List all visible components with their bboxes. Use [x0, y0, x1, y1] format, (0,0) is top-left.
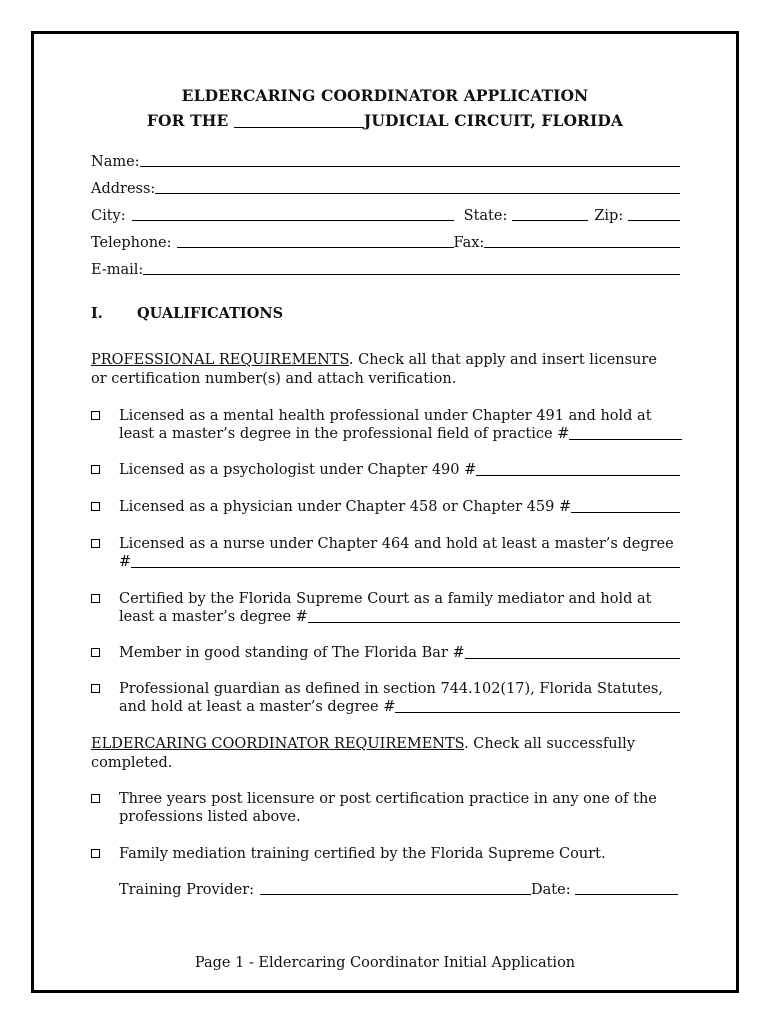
- checkbox[interactable]: [91, 794, 100, 803]
- item-line: Family mediation training certified by the Florida Supreme Court.: [119, 846, 606, 862]
- telephone-field[interactable]: [177, 246, 454, 248]
- fax-field[interactable]: [484, 246, 680, 248]
- professional-intro-line2: or certification number(s) and attach verification.: [91, 371, 457, 387]
- fax-label: Fax:: [453, 235, 485, 251]
- city-field[interactable]: [132, 219, 454, 221]
- item-line: Licensed as a physician under Chapter 458 or Chapter 459 #: [119, 499, 572, 515]
- title-suffix: JUDICIAL CIRCUIT, FLORIDA: [363, 111, 624, 130]
- item-line: Professional guardian as defined in section 744.102(17), Florida Statutes,: [119, 681, 663, 697]
- checkbox[interactable]: [91, 502, 100, 511]
- professional-intro-text: . Check all that apply and insert licensure: [348, 352, 657, 368]
- address-row: [91, 177, 680, 197]
- checkbox[interactable]: [91, 594, 100, 603]
- email-label: E-mail:: [91, 262, 144, 278]
- item-line: Certified by the Florida Supreme Court as a family mediator and hold at: [119, 591, 652, 607]
- item-line: Three years post licensure or post certification practice in any one of the: [119, 791, 657, 807]
- form-title: [0, 86, 770, 105]
- license-number-field[interactable]: [395, 711, 680, 713]
- license-number-field[interactable]: [308, 621, 680, 623]
- license-number-field[interactable]: [571, 511, 680, 513]
- title-line-1: ELDERCARING COORDINATOR APPLICATION: [181, 86, 589, 105]
- checkbox[interactable]: [91, 411, 100, 420]
- item-line: #: [119, 554, 132, 570]
- professional-intro: [91, 351, 681, 389]
- email-row: [91, 258, 680, 278]
- checkbox[interactable]: [91, 849, 100, 858]
- city-row: [91, 204, 680, 224]
- item-line: least a master’s degree #: [119, 609, 308, 625]
- item-line: Licensed as a nurse under Chapter 464 and hold at least a master’s degree: [119, 536, 674, 552]
- item-line: Licensed as a mental health professional under Chapter 491 and hold at: [119, 408, 652, 424]
- professional-heading: PROFESSIONAL REQUIREMENTS: [91, 352, 349, 368]
- page-footer: Page 1 - Eldercaring Coordinator Initial Application: [194, 955, 576, 971]
- name-row: [91, 150, 680, 170]
- date-label: Date:: [531, 882, 571, 898]
- title-prefix: FOR THE: [146, 111, 229, 130]
- address-label: Address:: [91, 181, 156, 197]
- coordinator-intro: [91, 735, 681, 773]
- zip-field[interactable]: [628, 219, 680, 221]
- section-qualifications: [91, 305, 283, 322]
- telephone-label: Telephone:: [91, 235, 172, 251]
- training-provider-label: Training Provider:: [119, 882, 255, 898]
- coordinator-intro-line2: completed.: [91, 755, 173, 771]
- email-field[interactable]: [143, 273, 680, 275]
- zip-label: Zip:: [594, 208, 624, 224]
- telephone-row: [91, 231, 680, 251]
- item-line: and hold at least a master’s degree #: [119, 699, 396, 715]
- coordinator-heading: ELDERCARING COORDINATOR REQUIREMENTS: [91, 736, 465, 752]
- item-line: Licensed as a psychologist under Chapter 490 #: [119, 462, 477, 478]
- item-line: least a master’s degree in the professional field of practice #: [119, 426, 570, 442]
- item-line: Member in good standing of The Florida Bar #: [119, 645, 465, 661]
- license-number-field[interactable]: [465, 657, 680, 659]
- date-field[interactable]: [575, 893, 678, 895]
- state-field[interactable]: [512, 219, 588, 221]
- circuit-blank[interactable]: [234, 113, 364, 128]
- address-field[interactable]: [155, 192, 680, 194]
- name-field[interactable]: [140, 165, 680, 167]
- section-number: I.: [91, 305, 103, 322]
- city-label: City:: [91, 208, 126, 224]
- license-number-field[interactable]: [476, 474, 680, 476]
- name-label: Name:: [91, 154, 140, 170]
- section-title: QUALIFICATIONS: [137, 305, 284, 322]
- state-label: State:: [463, 208, 508, 224]
- coordinator-intro-text: . Check all successfully: [464, 736, 636, 752]
- license-number-field[interactable]: [131, 566, 680, 568]
- checkbox[interactable]: [91, 539, 100, 548]
- checkbox[interactable]: [91, 648, 100, 657]
- checkbox[interactable]: [91, 684, 100, 693]
- item-line: professions listed above.: [119, 809, 301, 825]
- training-provider-field[interactable]: [260, 893, 531, 895]
- form-subtitle: [0, 111, 770, 130]
- training-provider-row: [119, 878, 678, 898]
- checkbox[interactable]: [91, 465, 100, 474]
- license-number-field[interactable]: [569, 438, 682, 440]
